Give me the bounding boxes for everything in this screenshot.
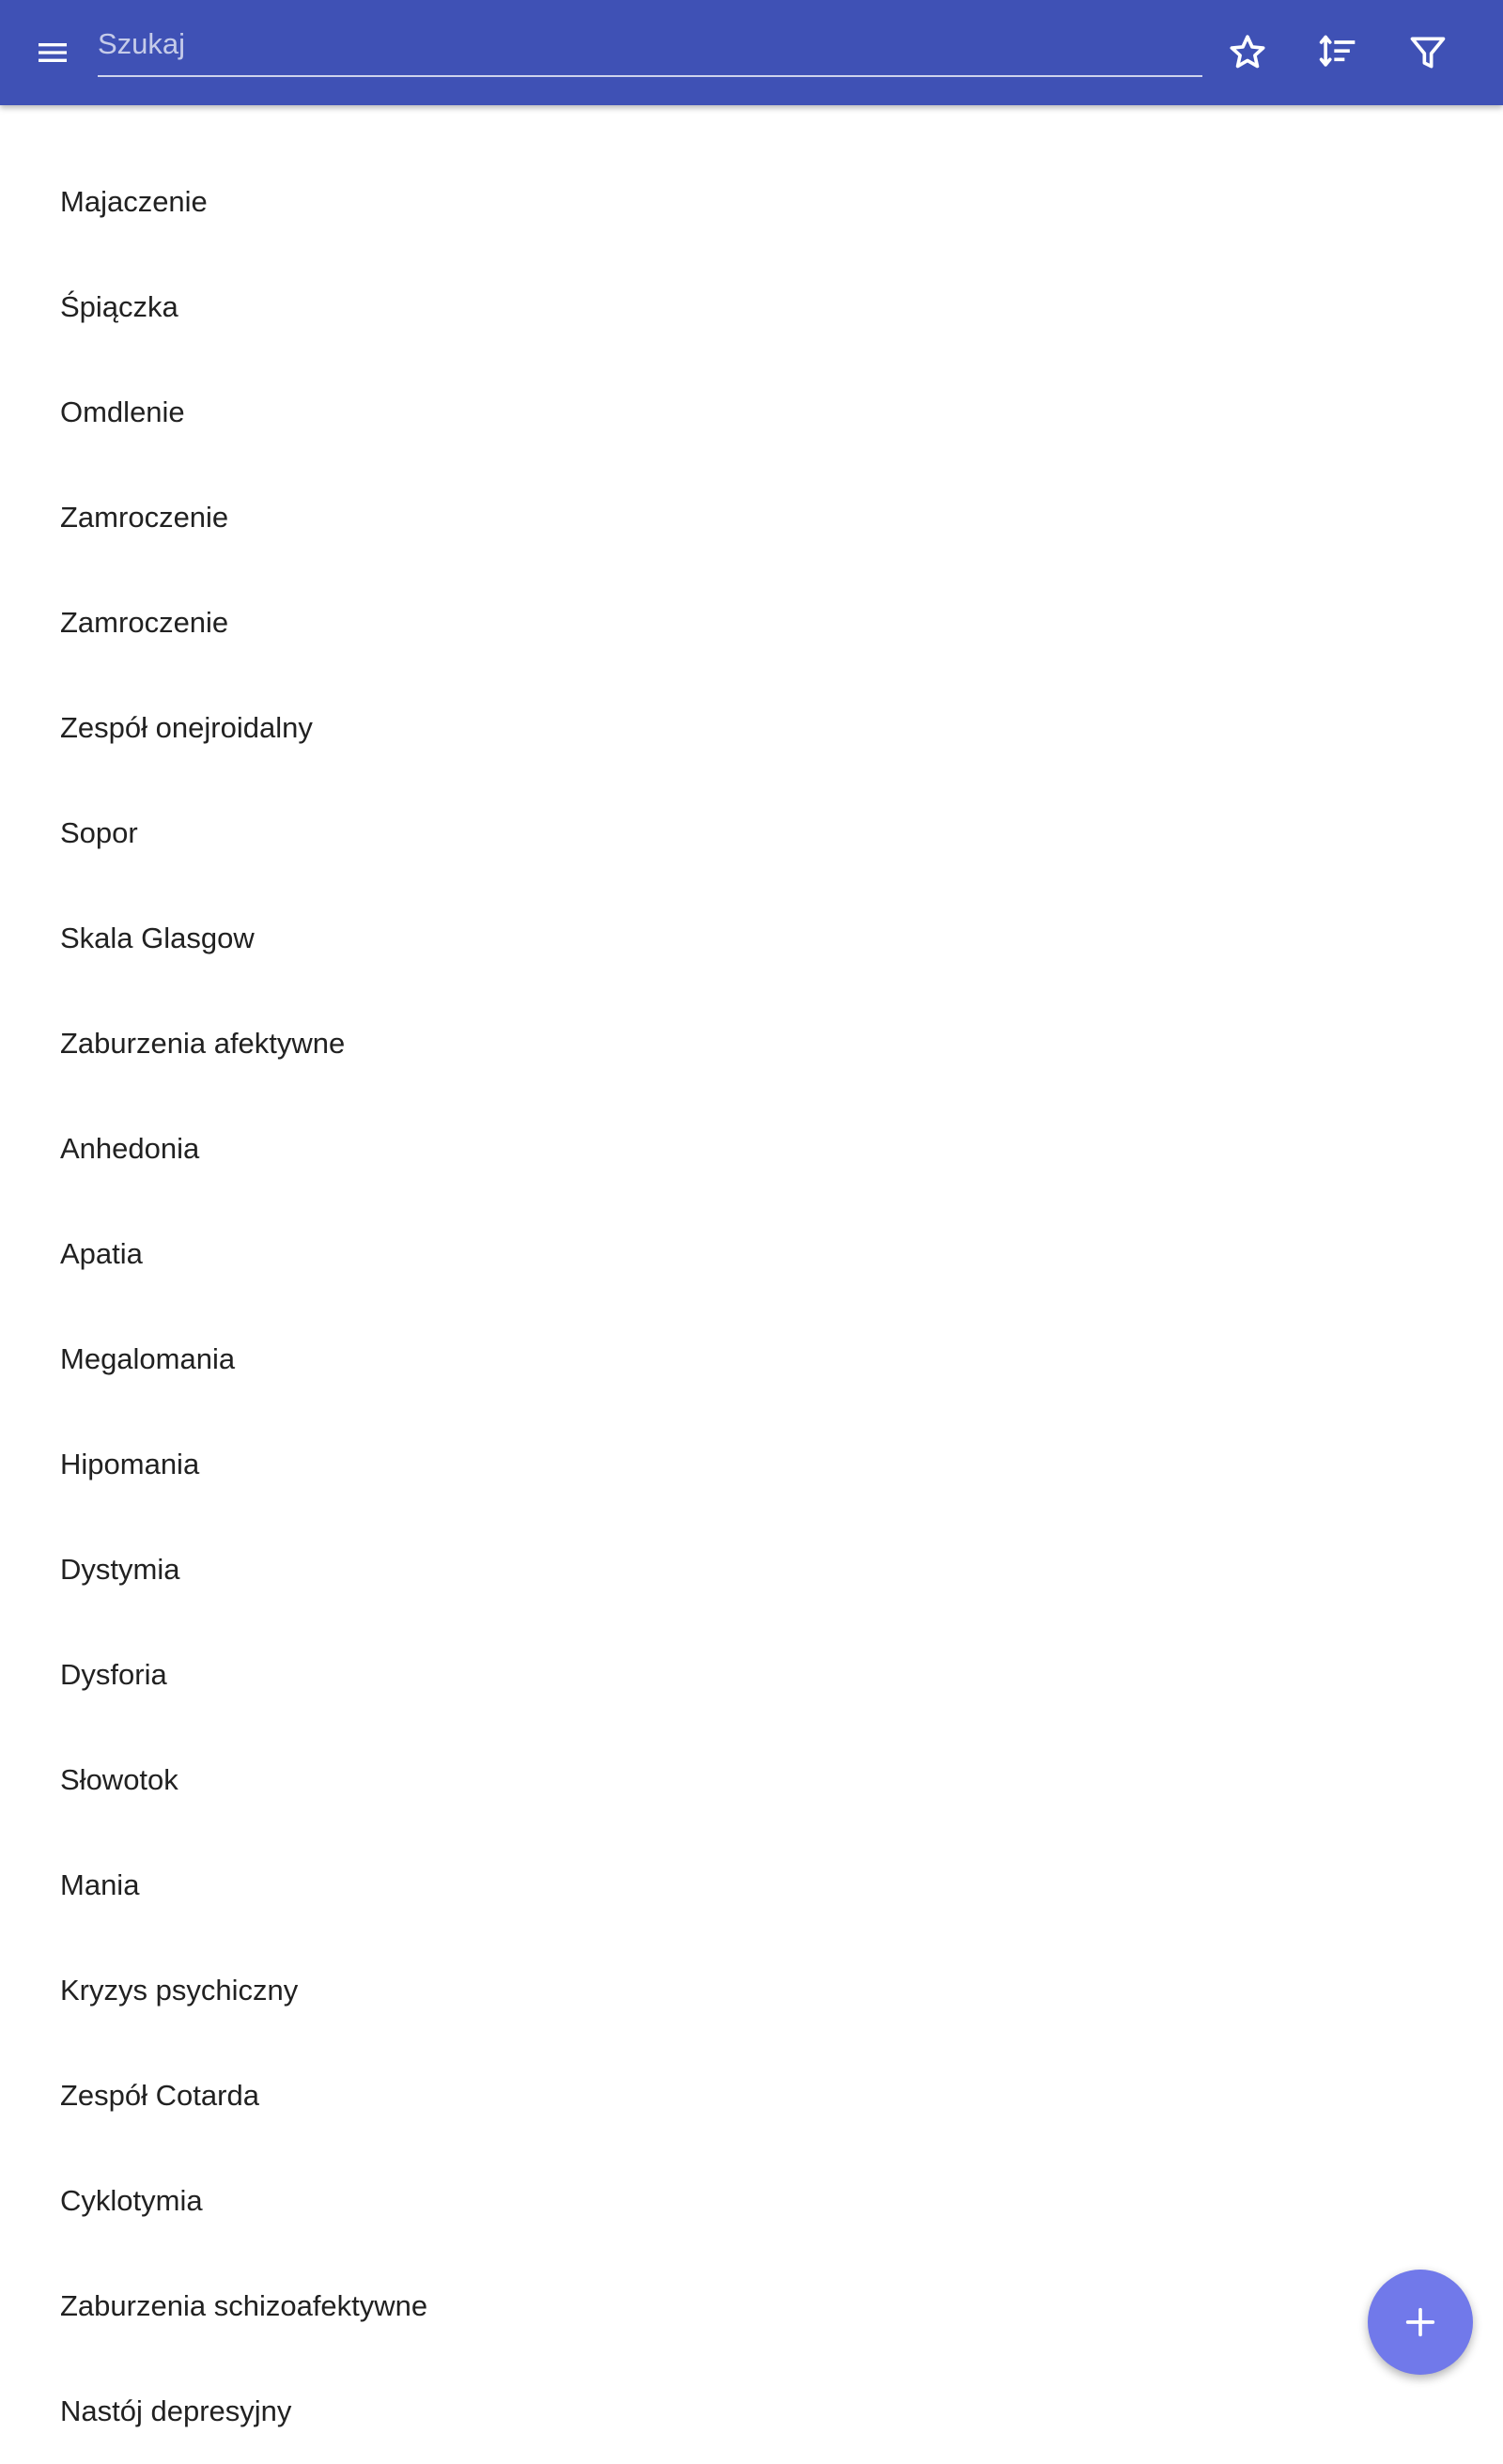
list-item-label: Zespół onejroidalny bbox=[60, 711, 313, 744]
list-item-label: Dysforia bbox=[60, 1658, 167, 1691]
list-item[interactable] bbox=[0, 991, 1503, 1096]
list-item[interactable] bbox=[0, 1201, 1503, 1307]
list-item[interactable] bbox=[0, 2043, 1503, 2148]
filter-icon bbox=[1407, 32, 1449, 73]
list-item-label: Słowotok bbox=[60, 1763, 178, 1796]
list-item-label: Kryzys psychiczny bbox=[60, 1974, 299, 2007]
list-item-label: Omdlenie bbox=[60, 395, 185, 428]
list-item-label: Skala Glasgow bbox=[60, 922, 255, 954]
list-item[interactable] bbox=[0, 465, 1503, 570]
list-item-label: Nastój depresyjny bbox=[60, 2394, 292, 2427]
app-bar bbox=[0, 0, 1503, 105]
list-item-label: Majaczenie bbox=[60, 185, 208, 218]
list-item[interactable] bbox=[0, 675, 1503, 781]
list-item-label: Hipomania bbox=[60, 1448, 200, 1480]
menu-icon bbox=[34, 34, 71, 71]
list-item[interactable] bbox=[0, 360, 1503, 465]
list-item[interactable] bbox=[0, 1412, 1503, 1517]
list-item[interactable] bbox=[0, 1622, 1503, 1728]
list-item-label: Zamroczenie bbox=[60, 501, 229, 534]
search-input[interactable] bbox=[98, 17, 1202, 71]
list-item-label: Mania bbox=[60, 1868, 140, 1901]
list-item-label: Apatia bbox=[60, 1237, 143, 1270]
sort-button[interactable] bbox=[1308, 23, 1368, 83]
list-item-label: Sopor bbox=[60, 816, 138, 849]
plus-icon bbox=[1402, 2303, 1439, 2341]
list-item[interactable] bbox=[0, 2359, 1503, 2464]
list-item[interactable] bbox=[0, 2148, 1503, 2254]
menu-button[interactable] bbox=[23, 23, 83, 83]
list-item[interactable] bbox=[0, 781, 1503, 886]
list-item-label: Dystymia bbox=[60, 1553, 180, 1586]
list-item-label: Megalomania bbox=[60, 1342, 236, 1375]
list-item-label: Zespół Cotarda bbox=[60, 2079, 259, 2112]
list-item[interactable] bbox=[0, 1728, 1503, 1833]
favorites-button[interactable] bbox=[1217, 23, 1278, 83]
list-item[interactable] bbox=[0, 886, 1503, 991]
term-list bbox=[0, 105, 1503, 2427]
list-item-label: Zaburzenia schizoafektywne bbox=[60, 2289, 428, 2322]
list-item-label: Zamroczenie bbox=[60, 606, 229, 639]
star-outline-icon bbox=[1227, 32, 1268, 73]
search-field bbox=[98, 17, 1202, 77]
sort-icon bbox=[1317, 32, 1358, 73]
list-item-label: Zaburzenia afektywne bbox=[60, 1027, 346, 1060]
list-item-label: Śpiączka bbox=[60, 290, 178, 323]
filter-button[interactable] bbox=[1398, 23, 1458, 83]
list-item[interactable] bbox=[0, 255, 1503, 360]
list-item[interactable] bbox=[0, 2254, 1503, 2359]
add-button[interactable] bbox=[1368, 2270, 1473, 2375]
list-item[interactable] bbox=[0, 1833, 1503, 1938]
list-item-label: Anhedonia bbox=[60, 1132, 200, 1165]
list-item[interactable] bbox=[0, 570, 1503, 675]
list-item[interactable] bbox=[0, 1517, 1503, 1622]
list-item[interactable] bbox=[0, 1096, 1503, 1201]
list-item[interactable] bbox=[0, 1938, 1503, 2043]
list-item[interactable] bbox=[0, 149, 1503, 255]
list-item-label: Cyklotymia bbox=[60, 2184, 203, 2217]
list-item[interactable] bbox=[0, 1307, 1503, 1412]
